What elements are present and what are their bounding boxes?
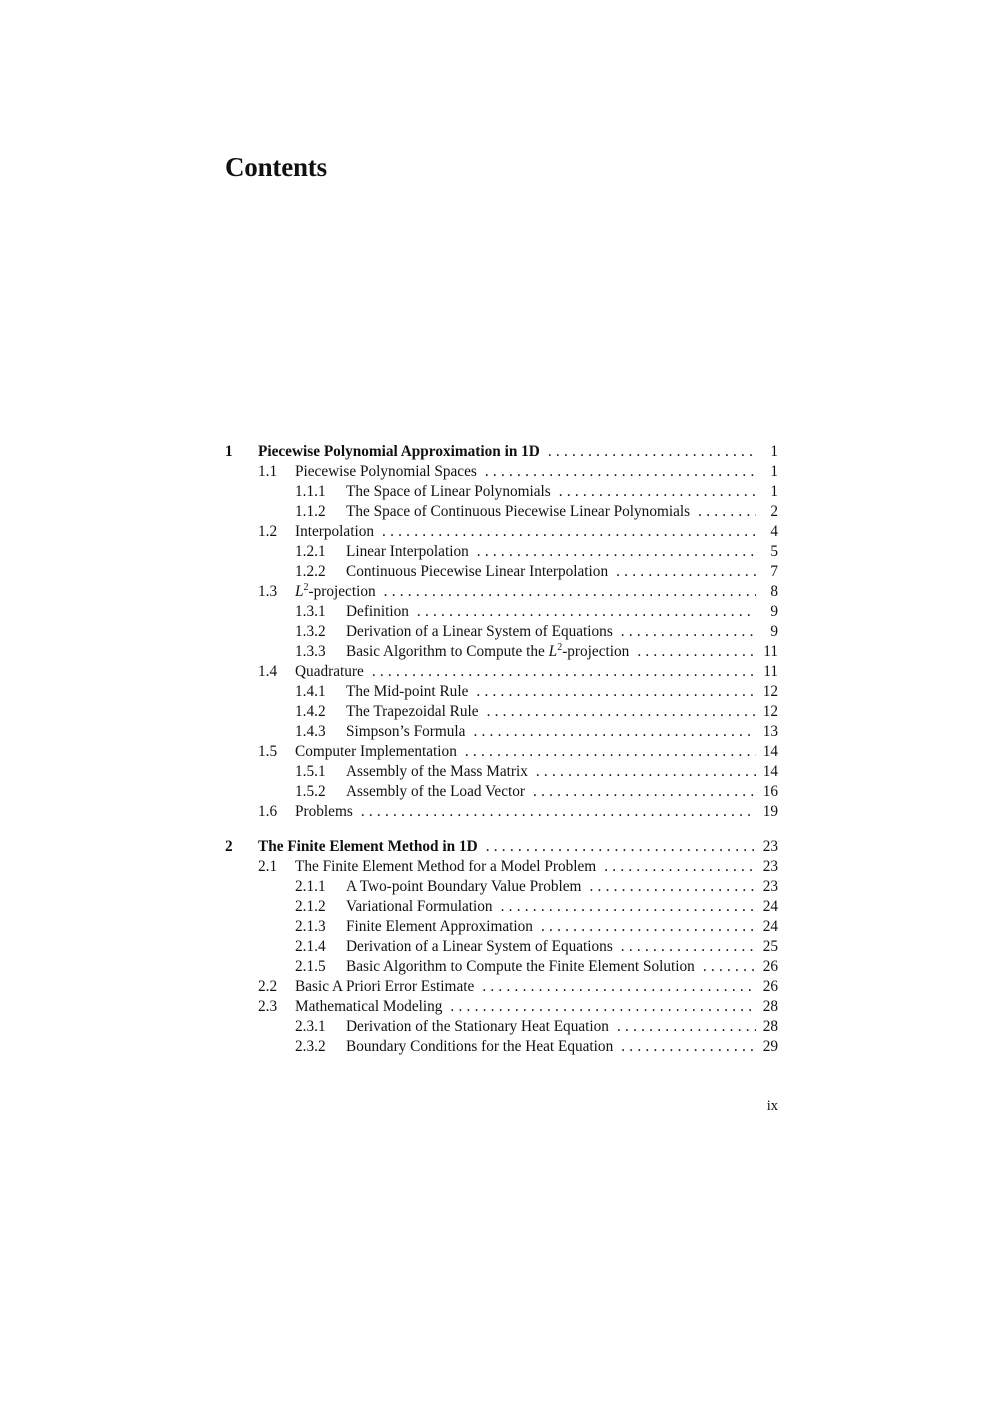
toc-entry-number: 1.1.1 — [295, 483, 326, 500]
toc-section-entry[interactable] — [225, 857, 778, 877]
toc-section-entry[interactable] — [225, 462, 778, 482]
toc-entry-number: 1.2.1 — [295, 543, 326, 560]
toc-entry-number: 1.2 — [258, 523, 278, 540]
toc-entry-number: 1.3 — [258, 583, 278, 600]
toc-entry-title: The Trapezoidal Rule — [346, 703, 483, 720]
toc-entry-number: 2.1.5 — [295, 958, 326, 975]
toc-entry-number: 1.5.2 — [295, 783, 326, 800]
toc-entry-page: 26 — [762, 958, 778, 975]
toc-entry-page: 11 — [763, 663, 778, 680]
toc-entry-number: 1.4.1 — [295, 683, 326, 700]
toc-subsection-entry[interactable] — [225, 917, 778, 937]
toc-subsection-entry[interactable] — [225, 482, 778, 502]
toc-entry-page: 26 — [762, 978, 778, 995]
toc-entry-title: The Space of Continuous Piecewise Linear Polynomials — [346, 503, 694, 520]
toc-entry-title — [295, 583, 380, 600]
toc-subsection-entry[interactable] — [225, 642, 778, 662]
toc-entry-page: 24 — [762, 898, 778, 915]
toc-section-entry[interactable] — [225, 662, 778, 682]
toc-entry-number: 2.3.1 — [295, 1018, 326, 1035]
toc-entry-title: Boundary Conditions for the Heat Equation — [346, 1038, 617, 1055]
chapter-gap — [225, 822, 778, 837]
toc-entry-number: 2.2 — [258, 978, 278, 995]
math-symbol: L — [548, 643, 558, 660]
toc-entry-title: Derivation of a Linear System of Equations — [346, 623, 617, 640]
toc-entry-number: 1.1.2 — [295, 503, 326, 520]
toc-entry-page: 9 — [770, 623, 778, 640]
toc-entry-number: 1.4.2 — [295, 703, 326, 720]
toc-subsection-entry[interactable] — [225, 622, 778, 642]
toc-entry-title-rest: -projection — [308, 583, 376, 600]
toc-entry-page: 4 — [770, 523, 778, 540]
toc-entry-number: 1.6 — [258, 803, 278, 820]
toc-subsection-entry[interactable] — [225, 1017, 778, 1037]
toc-subsection-entry[interactable] — [225, 502, 778, 522]
toc-entry-title: Mathematical Modeling — [295, 998, 446, 1015]
toc-entry-title-lead: Basic Algorithm to Compute the — [346, 643, 549, 660]
toc-entry-number: 1 — [225, 443, 233, 460]
toc-entry-title: The Finite Element Method for a Model Problem — [295, 858, 600, 875]
toc-entry-number: 2.1.2 — [295, 898, 326, 915]
toc-subsection-entry[interactable] — [225, 782, 778, 802]
toc-entry-number: 1.3.1 — [295, 603, 326, 620]
math-superscript: 2 — [557, 642, 563, 653]
toc-entry-number: 1.5 — [258, 743, 278, 760]
toc-subsection-entry[interactable] — [225, 722, 778, 742]
toc-section-entry[interactable] — [225, 802, 778, 822]
toc-subsection-entry[interactable] — [225, 702, 778, 722]
toc-subsection-entry[interactable] — [225, 937, 778, 957]
toc-entry-title: A Two-point Boundary Value Problem — [346, 878, 585, 895]
toc-subsection-entry[interactable] — [225, 562, 778, 582]
toc-entry-page: 14 — [762, 763, 778, 780]
toc-entry-number: 2.1.4 — [295, 938, 326, 955]
toc-subsection-entry[interactable] — [225, 602, 778, 622]
toc-entry-page: 1 — [770, 443, 778, 460]
toc-entry-page: 23 — [762, 838, 778, 855]
toc-entry-title: Piecewise Polynomial Approximation in 1D — [258, 443, 544, 460]
toc-entry-title: Continuous Piecewise Linear Interpolation — [346, 563, 612, 580]
toc-entry-title: Basic Algorithm to Compute the Finite Element Solution — [346, 958, 699, 975]
toc-entry-page: 16 — [762, 783, 778, 800]
toc-subsection-entry[interactable] — [225, 897, 778, 917]
toc-subsection-entry[interactable] — [225, 762, 778, 782]
page-number: ix — [766, 1098, 778, 1114]
toc-entry-page: 14 — [762, 743, 778, 760]
toc-entry-title: Derivation of a Linear System of Equations — [346, 938, 617, 955]
math-symbol: L — [295, 583, 304, 600]
toc-entry-title: Assembly of the Mass Matrix — [346, 763, 532, 780]
toc-subsection-entry[interactable] — [225, 957, 778, 977]
toc-entry-number: 2.1.1 — [295, 878, 326, 895]
toc-entry-title: Linear Interpolation — [346, 543, 473, 560]
toc-entry-title: Piecewise Polynomial Spaces — [295, 463, 481, 480]
toc-section-entry[interactable] — [225, 522, 778, 542]
toc-subsection-entry[interactable] — [225, 1037, 778, 1057]
toc-entry-number: 1.5.1 — [295, 763, 326, 780]
toc-entry-title: The Finite Element Method in 1D — [258, 838, 482, 855]
toc-entry-number: 2.1.3 — [295, 918, 326, 935]
toc-entry-page: 1 — [770, 463, 778, 480]
toc-section-entry[interactable] — [225, 742, 778, 762]
toc-entry-page: 2 — [770, 503, 778, 520]
toc-entry-title: Computer Implementation — [295, 743, 461, 760]
toc-entry-page: 28 — [762, 998, 778, 1015]
toc-entry-number: 1.4 — [258, 663, 278, 680]
toc-section-entry[interactable] — [225, 582, 778, 602]
toc-section-entry[interactable] — [225, 997, 778, 1017]
toc-entry-page: 9 — [770, 603, 778, 620]
toc-entry-title: Derivation of the Stationary Heat Equation — [346, 1018, 613, 1035]
toc-entry-page: 23 — [762, 858, 778, 875]
toc-entry-page: 13 — [762, 723, 778, 740]
toc-entry-title: Simpson’s Formula — [346, 723, 469, 740]
toc-entry-number: 1.2.2 — [295, 563, 326, 580]
toc-entry-number: 1.3.2 — [295, 623, 326, 640]
toc-entry-page: 7 — [770, 563, 778, 580]
toc-entry-page: 19 — [762, 803, 778, 820]
toc-entry-number: 2 — [225, 838, 233, 855]
toc-entry-title: Basic A Priori Error Estimate — [295, 978, 478, 995]
toc-entry-page: 12 — [762, 683, 778, 700]
toc-entry-number: 2.3.2 — [295, 1038, 326, 1055]
toc-entry-page: 24 — [762, 918, 778, 935]
toc-entry-title: Assembly of the Load Vector — [346, 783, 529, 800]
toc-entry-page: 23 — [762, 878, 778, 895]
toc-entry-page: 28 — [762, 1018, 778, 1035]
toc-entry-number: 1.3.3 — [295, 643, 326, 660]
toc-entry-page: 12 — [762, 703, 778, 720]
toc-chapter-entry[interactable] — [225, 442, 778, 462]
toc-subsection-entry[interactable] — [225, 877, 778, 897]
toc-entry-title-rest: -projection — [562, 643, 630, 660]
toc-entry-page: 25 — [762, 938, 778, 955]
toc-entry-page: 11 — [763, 643, 778, 660]
toc-entry-title: Problems — [295, 803, 357, 820]
toc-entry-title: The Space of Linear Polynomials — [346, 483, 555, 500]
toc-entry-page: 1 — [770, 483, 778, 500]
page-title: Contents — [225, 152, 327, 182]
toc-subsection-entry[interactable] — [225, 682, 778, 702]
toc-section-entry[interactable] — [225, 977, 778, 997]
toc-entry-number: 1.4.3 — [295, 723, 326, 740]
toc-entry-title: Variational Formulation — [346, 898, 497, 915]
toc-entry-title: Finite Element Approximation — [346, 918, 537, 935]
toc-entry-number: 1.1 — [258, 463, 278, 480]
toc-entry-title — [346, 643, 633, 660]
toc-subsection-entry[interactable] — [225, 542, 778, 562]
table-of-contents — [225, 442, 778, 1057]
toc-entry-title: The Mid-point Rule — [346, 683, 472, 700]
toc-entry-page: 29 — [762, 1038, 778, 1055]
toc-entry-number: 2.1 — [258, 858, 278, 875]
toc-entry-number: 2.3 — [258, 998, 278, 1015]
toc-entry-title: Interpolation — [295, 523, 378, 540]
toc-entry-page: 5 — [770, 543, 778, 560]
toc-entry-page: 8 — [770, 583, 778, 600]
toc-chapter-entry[interactable] — [225, 837, 778, 857]
math-superscript: 2 — [303, 582, 309, 593]
toc-entry-title: Definition — [346, 603, 413, 620]
toc-entry-title: Quadrature — [295, 663, 368, 680]
